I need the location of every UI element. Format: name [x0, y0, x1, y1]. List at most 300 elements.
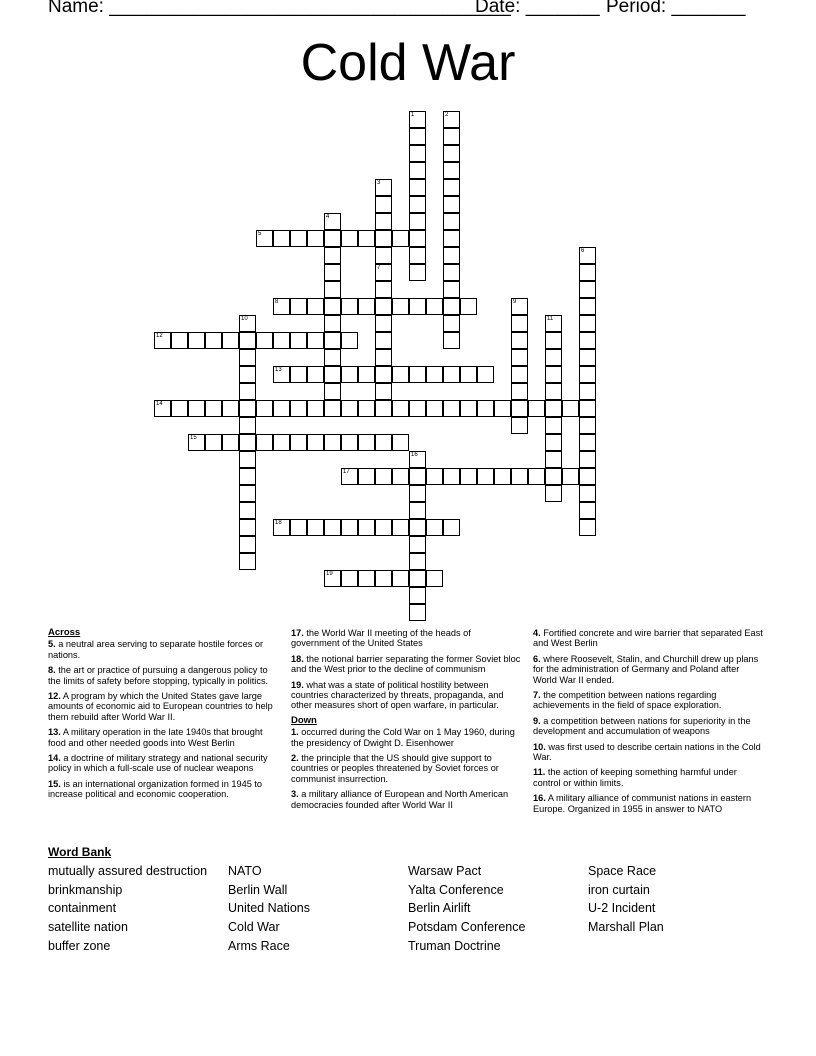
- crossword-cell[interactable]: [409, 502, 426, 519]
- clue-text: A program by which the United States gave large amounts of economic aid to European countries to help them rebuild after World War II.: [48, 691, 273, 722]
- crossword-cell[interactable]: [409, 587, 426, 604]
- clue-number: 19.: [291, 679, 304, 690]
- crossword-cell[interactable]: [511, 298, 528, 315]
- page-title: Cold War: [300, 34, 516, 92]
- crossword-cell[interactable]: [443, 298, 460, 315]
- crossword-cell[interactable]: [392, 400, 409, 417]
- crossword-cell[interactable]: [154, 400, 171, 417]
- crossword-cell[interactable]: [443, 128, 460, 145]
- crossword-cell[interactable]: [256, 434, 273, 451]
- clue-text: the notional barrier separating the former Soviet bloc and the West prior to the decline of communism: [291, 653, 521, 675]
- crossword-cell[interactable]: [324, 332, 341, 349]
- crossword-cell[interactable]: [511, 366, 528, 383]
- crossword-cell[interactable]: [239, 349, 256, 366]
- crossword-cell[interactable]: [375, 383, 392, 400]
- crossword-cell[interactable]: [460, 298, 477, 315]
- crossword-cell[interactable]: [256, 332, 273, 349]
- crossword-cell[interactable]: [579, 434, 596, 451]
- clue-number: 17.: [291, 628, 304, 638]
- crossword-cell[interactable]: [477, 366, 494, 383]
- word-bank-item: Yalta Conference: [408, 882, 504, 897]
- crossword-cell[interactable]: [324, 434, 341, 451]
- crossword-cell[interactable]: [375, 230, 392, 247]
- crossword-cell[interactable]: [409, 366, 426, 383]
- clue-number: 15.: [48, 778, 61, 789]
- clue-number: 8.: [48, 665, 56, 676]
- clue-number: 4: [326, 214, 330, 220]
- crossword-cell[interactable]: [375, 468, 392, 485]
- crossword-cell[interactable]: [579, 502, 596, 519]
- word-bank-item: Arms Race: [228, 938, 290, 953]
- crossword-cell[interactable]: [273, 366, 290, 383]
- crossword-cell[interactable]: [375, 264, 392, 281]
- crossword-cell[interactable]: [579, 451, 596, 468]
- down-heading: Down: [291, 714, 317, 726]
- crossword-cell[interactable]: [477, 468, 494, 485]
- word-bank-item: Cold War: [228, 920, 280, 935]
- clue-text: A military alliance of communist nations in eastern Europe. Organized in 1955 in answer to NATO: [533, 793, 752, 814]
- crossword-cell[interactable]: [579, 400, 596, 417]
- crossword-cell[interactable]: [239, 485, 256, 502]
- crossword-cell[interactable]: [256, 400, 273, 417]
- crossword-cell[interactable]: [426, 298, 443, 315]
- crossword-cell[interactable]: [443, 468, 460, 485]
- crossword-cell[interactable]: [426, 400, 443, 417]
- crossword-cell[interactable]: [545, 332, 562, 349]
- clue-number: 2: [445, 112, 449, 118]
- crossword-cell[interactable]: [528, 400, 545, 417]
- crossword-cell[interactable]: [579, 264, 596, 281]
- crossword-cell[interactable]: [324, 383, 341, 400]
- crossword-cell[interactable]: [545, 315, 562, 332]
- crossword-cell[interactable]: [324, 400, 341, 417]
- clue-number: 12.: [48, 691, 61, 702]
- crossword-cell[interactable]: [375, 315, 392, 332]
- clue-number: 1.: [291, 727, 299, 738]
- word-bank-item: brinkmanship: [48, 882, 123, 897]
- clue: [48, 753, 278, 774]
- clue: [533, 742, 763, 763]
- crossword-cell[interactable]: [545, 349, 562, 366]
- crossword-cell[interactable]: [409, 247, 426, 264]
- crossword-cell[interactable]: [392, 434, 409, 451]
- crossword-cell[interactable]: [511, 400, 528, 417]
- word-bank-item: Truman Doctrine: [408, 938, 501, 953]
- crossword-cell[interactable]: [409, 468, 426, 485]
- clue-number: 12: [156, 333, 163, 339]
- crossword-cell[interactable]: [341, 230, 358, 247]
- crossword-cell[interactable]: [392, 366, 409, 383]
- crossword-cell[interactable]: [307, 366, 324, 383]
- crossword-cell[interactable]: [205, 332, 222, 349]
- crossword-cell[interactable]: [426, 468, 443, 485]
- crossword-cell[interactable]: [409, 264, 426, 281]
- crossword-cell[interactable]: [358, 230, 375, 247]
- crossword-cell[interactable]: [205, 434, 222, 451]
- clue-number: 18.: [291, 653, 304, 664]
- clue-number: 3.: [291, 789, 299, 800]
- crossword-cell[interactable]: [154, 332, 171, 349]
- clue-text: Fortified concrete and wire barrier that separated East and West Berlin: [533, 628, 763, 649]
- crossword-cell[interactable]: [443, 179, 460, 196]
- clue-number: 9.: [533, 715, 541, 726]
- crossword-cell[interactable]: [409, 570, 426, 587]
- crossword-cell[interactable]: [545, 417, 562, 434]
- crossword-cell[interactable]: [171, 400, 188, 417]
- clue-number: 7: [377, 265, 381, 271]
- crossword-cell[interactable]: [358, 434, 375, 451]
- crossword-cell[interactable]: [443, 519, 460, 536]
- crossword-cell[interactable]: [358, 519, 375, 536]
- crossword-cell[interactable]: [443, 145, 460, 162]
- crossword-cell[interactable]: [375, 332, 392, 349]
- crossword-cell[interactable]: [545, 468, 562, 485]
- crossword-cell[interactable]: [205, 400, 222, 417]
- crossword-cell[interactable]: [324, 264, 341, 281]
- crossword-cell[interactable]: [341, 298, 358, 315]
- crossword-cell[interactable]: [579, 332, 596, 349]
- crossword-cell[interactable]: [239, 400, 256, 417]
- crossword-cell[interactable]: [188, 400, 205, 417]
- crossword-cell[interactable]: [273, 298, 290, 315]
- crossword-cell[interactable]: [341, 332, 358, 349]
- crossword-cell[interactable]: [375, 179, 392, 196]
- word-bank-item: satellite nation: [48, 920, 128, 935]
- crossword-cell[interactable]: [443, 366, 460, 383]
- crossword-cell[interactable]: [409, 162, 426, 179]
- clue-number: 17: [343, 469, 350, 475]
- crossword-cell[interactable]: [324, 281, 341, 298]
- word-bank-item: Berlin Airlift: [408, 901, 471, 916]
- crossword-cell[interactable]: [239, 502, 256, 519]
- across-clue-list-cont: [291, 628, 521, 711]
- date-field[interactable]: Date: _______: [475, 0, 600, 17]
- crossword-cell[interactable]: [426, 570, 443, 587]
- crossword-cell[interactable]: [409, 128, 426, 145]
- crossword-cell[interactable]: [494, 400, 511, 417]
- crossword-cell[interactable]: [324, 366, 341, 383]
- word-bank-item: NATO: [228, 864, 262, 878]
- crossword-cell[interactable]: [443, 400, 460, 417]
- clue: [533, 654, 763, 685]
- crossword-cell[interactable]: [409, 196, 426, 213]
- crossword-cell[interactable]: [171, 332, 188, 349]
- clue-text: where Roosevelt, Stalin, and Churchill drew up plans for the administration of Germany and Poland after World War II ended.: [533, 653, 759, 685]
- clue: [291, 628, 521, 649]
- crossword-cell[interactable]: [290, 400, 307, 417]
- crossword-cell[interactable]: [324, 349, 341, 366]
- clue-number: 4.: [533, 628, 541, 638]
- crossword-cell[interactable]: [341, 366, 358, 383]
- crossword-cell[interactable]: [545, 366, 562, 383]
- crossword-cell[interactable]: [290, 230, 307, 247]
- crossword-cell[interactable]: [239, 332, 256, 349]
- clues-column-1: [48, 628, 278, 805]
- crossword-cell[interactable]: [307, 434, 324, 451]
- clue: [48, 665, 278, 686]
- word-bank-item: buffer zone: [48, 938, 111, 953]
- crossword-cell[interactable]: [443, 247, 460, 264]
- crossword-cell[interactable]: [579, 519, 596, 536]
- crossword-cell[interactable]: [290, 298, 307, 315]
- crossword-cell[interactable]: [375, 519, 392, 536]
- clue-text: the art or practice of pursuing a dangerous policy to the limits of safety before stopping, typically in politics.: [48, 665, 269, 686]
- crossword-cell[interactable]: [460, 468, 477, 485]
- word-bank-item: iron curtain: [588, 882, 650, 897]
- crossword-cell[interactable]: [290, 519, 307, 536]
- crossword-cell[interactable]: [188, 434, 205, 451]
- crossword-cell[interactable]: [307, 400, 324, 417]
- crossword-cell[interactable]: [443, 213, 460, 230]
- crossword-cell[interactable]: [460, 366, 477, 383]
- clue-number: 15: [190, 435, 197, 441]
- crossword-cell[interactable]: [239, 366, 256, 383]
- crossword-cell[interactable]: [409, 111, 426, 128]
- crossword-cell[interactable]: [511, 468, 528, 485]
- crossword-cell[interactable]: [443, 162, 460, 179]
- clue-number: 8: [275, 299, 279, 305]
- word-bank-item: mutually assured destruction: [48, 864, 208, 878]
- clue-number: 14.: [48, 753, 61, 764]
- clue-number: 14: [156, 401, 163, 407]
- crossword-cell[interactable]: [409, 519, 426, 536]
- crossword-cell[interactable]: [409, 230, 426, 247]
- crossword-cell[interactable]: [375, 400, 392, 417]
- crossword-cell[interactable]: [239, 468, 256, 485]
- clue: [291, 654, 521, 675]
- clue-text: occurred during the Cold War on 1 May 1960, during the presidency of Dwight D. Eisenhower: [291, 727, 515, 748]
- clue-text: the principle that the US should give support to countries or peoples threatened by Soviet forces or communist insurrection.: [291, 753, 499, 784]
- crossword-cell[interactable]: [562, 400, 579, 417]
- clue: [533, 716, 763, 737]
- down-clue-list-cont: [533, 628, 763, 814]
- crossword-cell[interactable]: [375, 366, 392, 383]
- crossword-cell[interactable]: [579, 247, 596, 264]
- crossword-cell[interactable]: [375, 213, 392, 230]
- crossword-cell[interactable]: [358, 366, 375, 383]
- clue-number: 11: [547, 316, 554, 322]
- clue-number: 1: [411, 112, 415, 118]
- period-field[interactable]: Period: _______: [606, 0, 746, 17]
- crossword-cell[interactable]: [239, 383, 256, 400]
- crossword-cell[interactable]: [443, 111, 460, 128]
- crossword-cell[interactable]: [307, 298, 324, 315]
- crossword-cell[interactable]: [392, 468, 409, 485]
- crossword-cell[interactable]: [409, 536, 426, 553]
- crossword-cell[interactable]: [375, 298, 392, 315]
- clue-text: what was a state of political hostility between countries characterized by threats, propaganda, and other measures short of open warfare, in particular.: [291, 679, 504, 711]
- crossword-cell[interactable]: [273, 434, 290, 451]
- crossword-cell[interactable]: [375, 281, 392, 298]
- crossword-cell[interactable]: [239, 536, 256, 553]
- clue: [48, 691, 278, 722]
- crossword-cell[interactable]: [443, 315, 460, 332]
- clue: [48, 639, 278, 660]
- across-heading: Across: [48, 627, 81, 638]
- crossword-cell[interactable]: [579, 468, 596, 485]
- clue-number: 5: [258, 231, 262, 237]
- crossword-cell[interactable]: [375, 349, 392, 366]
- clue: [533, 793, 763, 814]
- crossword-cell[interactable]: [511, 417, 528, 434]
- crossword-cell[interactable]: [375, 196, 392, 213]
- crossword-cell[interactable]: [273, 332, 290, 349]
- word-bank-item: United Nations: [228, 901, 310, 916]
- crossword-cell[interactable]: [545, 400, 562, 417]
- crossword-cell[interactable]: [273, 519, 290, 536]
- clue-number: 13.: [48, 727, 61, 738]
- crossword-cell[interactable]: [307, 230, 324, 247]
- crossword-cell[interactable]: [392, 519, 409, 536]
- crossword-cell[interactable]: [375, 570, 392, 587]
- crossword-cell[interactable]: [273, 400, 290, 417]
- clue-text: is an international organization formed in 1945 to increase political and economic cooperation.: [48, 778, 263, 800]
- crossword-cell[interactable]: [579, 349, 596, 366]
- crossword-cell[interactable]: [239, 519, 256, 536]
- crossword-cell[interactable]: [579, 366, 596, 383]
- crossword-cell[interactable]: [511, 349, 528, 366]
- clue: [291, 753, 521, 784]
- crossword-cell[interactable]: [443, 281, 460, 298]
- clue: [291, 680, 521, 711]
- clue: [533, 690, 763, 711]
- crossword-cell[interactable]: [324, 519, 341, 536]
- crossword-cell[interactable]: [256, 230, 273, 247]
- crossword-cell[interactable]: [409, 213, 426, 230]
- crossword-cell[interactable]: [324, 213, 341, 230]
- clue: [48, 727, 278, 748]
- crossword-cell[interactable]: [239, 315, 256, 332]
- crossword-cell[interactable]: [545, 451, 562, 468]
- crossword-cell[interactable]: [324, 315, 341, 332]
- crossword-cell[interactable]: [545, 485, 562, 502]
- word-bank-item: Berlin Wall: [228, 882, 288, 897]
- crossword-cell[interactable]: [579, 383, 596, 400]
- word-bank-item: containment: [48, 901, 117, 916]
- crossword-cell[interactable]: [307, 332, 324, 349]
- clue-number: 16.: [533, 793, 546, 804]
- clue-number: 10.: [533, 741, 546, 752]
- clue-text: the World War II meeting of the heads of government of the United States: [291, 628, 471, 649]
- clue-text: a competition between nations for superiority in the development and accumulation of weapons: [533, 715, 751, 737]
- crossword-cell[interactable]: [324, 247, 341, 264]
- crossword-cell[interactable]: [579, 417, 596, 434]
- clue-number: 10: [241, 316, 248, 322]
- crossword-cell[interactable]: [409, 451, 426, 468]
- crossword-cell[interactable]: [222, 434, 239, 451]
- crossword-cell[interactable]: [290, 434, 307, 451]
- crossword-cell[interactable]: [443, 264, 460, 281]
- clue-text: A military operation in the late 1940s that brought food and other needed goods into West Berlin: [48, 727, 263, 748]
- clue-text: the competition between nations regarding achievements in the field of space exploration.: [533, 690, 722, 711]
- crossword-cell[interactable]: [409, 179, 426, 196]
- name-field[interactable]: Name: ______________________________________: [48, 0, 511, 17]
- crossword-cell[interactable]: [409, 298, 426, 315]
- crossword-cell[interactable]: [409, 485, 426, 502]
- crossword-cell[interactable]: [443, 332, 460, 349]
- crossword-cell[interactable]: [409, 145, 426, 162]
- crossword-cell[interactable]: [579, 298, 596, 315]
- crossword-cell[interactable]: [290, 366, 307, 383]
- crossword-cell[interactable]: [341, 570, 358, 587]
- crossword-cell[interactable]: [239, 417, 256, 434]
- crossword-cell[interactable]: [528, 468, 545, 485]
- crossword-cell[interactable]: [188, 332, 205, 349]
- clue-number: 6: [581, 248, 585, 254]
- crossword-cell[interactable]: [341, 400, 358, 417]
- crossword-cell[interactable]: [341, 434, 358, 451]
- crossword-cell[interactable]: [511, 383, 528, 400]
- clue: [291, 727, 521, 748]
- clue-number: 5.: [48, 639, 56, 650]
- crossword-cell[interactable]: [443, 196, 460, 213]
- clue-text: a military alliance of European and North American democracies founded after World War II: [291, 789, 509, 810]
- crossword-cell[interactable]: [307, 519, 324, 536]
- word-bank-item: Potsdam Conference: [408, 920, 526, 935]
- crossword-cell[interactable]: [494, 468, 511, 485]
- crossword-cell[interactable]: [239, 553, 256, 570]
- crossword-cell[interactable]: [358, 570, 375, 587]
- crossword-cell[interactable]: [545, 383, 562, 400]
- crossword-cell[interactable]: [426, 519, 443, 536]
- crossword-cell[interactable]: [392, 298, 409, 315]
- crossword-cell[interactable]: [324, 298, 341, 315]
- crossword-cell[interactable]: [358, 468, 375, 485]
- clue-number: 3: [377, 180, 381, 186]
- clues-column-2: [291, 628, 521, 815]
- crossword-cell[interactable]: [341, 468, 358, 485]
- crossword-cell[interactable]: [426, 366, 443, 383]
- crossword-cell[interactable]: [409, 604, 426, 621]
- crossword-cell[interactable]: [562, 468, 579, 485]
- crossword-cell[interactable]: [409, 400, 426, 417]
- crossword-cell[interactable]: [579, 315, 596, 332]
- crossword-cell[interactable]: [290, 332, 307, 349]
- crossword-cell[interactable]: [579, 485, 596, 502]
- clue-text: a doctrine of military strategy and national security policy in which a full-scale use of nuclear weapons: [48, 753, 268, 774]
- crossword-cell[interactable]: [409, 553, 426, 570]
- crossword-cell[interactable]: [460, 400, 477, 417]
- crossword-cell[interactable]: [477, 400, 494, 417]
- crossword-cell[interactable]: [392, 570, 409, 587]
- crossword-cell[interactable]: [375, 247, 392, 264]
- clue: [291, 789, 521, 810]
- crossword-cell[interactable]: [545, 434, 562, 451]
- crossword-cell[interactable]: [375, 434, 392, 451]
- crossword-cell[interactable]: [324, 230, 341, 247]
- crossword-cell[interactable]: [579, 281, 596, 298]
- clue-number: 18: [275, 520, 282, 526]
- word-bank-item: Warsaw Pact: [408, 864, 482, 878]
- crossword-cell[interactable]: [511, 315, 528, 332]
- crossword-cell[interactable]: [443, 230, 460, 247]
- crossword-cell[interactable]: [341, 519, 358, 536]
- clue-number: 19: [326, 571, 333, 577]
- crossword-cell[interactable]: [273, 230, 290, 247]
- crossword-cell[interactable]: [358, 298, 375, 315]
- down-clue-list: [291, 727, 521, 810]
- crossword-cell[interactable]: [239, 434, 256, 451]
- crossword-cell[interactable]: [222, 400, 239, 417]
- crossword-cell[interactable]: [392, 230, 409, 247]
- crossword-cell[interactable]: [511, 332, 528, 349]
- crossword-cell[interactable]: [324, 570, 341, 587]
- clue-number: 7.: [533, 690, 541, 701]
- crossword-cell[interactable]: [358, 400, 375, 417]
- crossword-cell[interactable]: [239, 451, 256, 468]
- crossword-cell[interactable]: [222, 332, 239, 349]
- clue-number: 16: [411, 452, 418, 458]
